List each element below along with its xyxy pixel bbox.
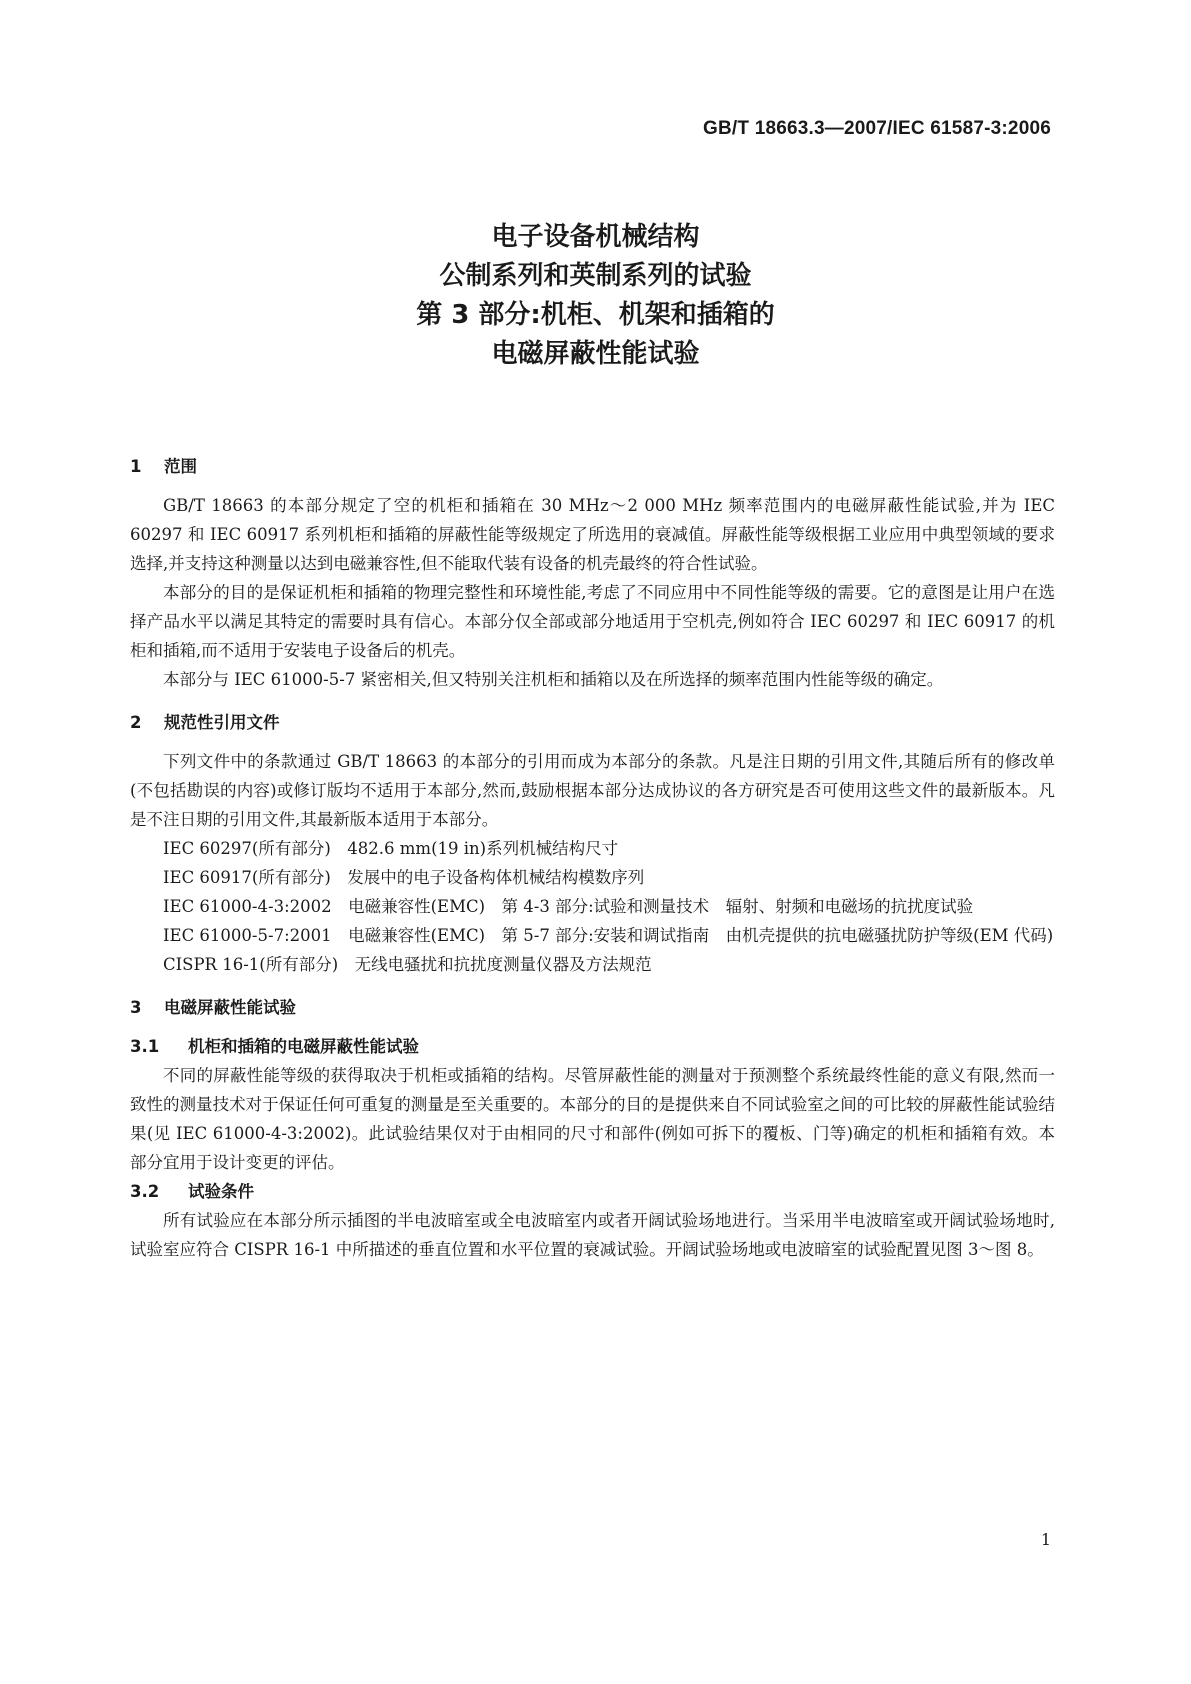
paragraph: 本部分与 IEC 61000-5-7 紧密相关,但又特别关注机柜和插箱以及在所选择的频率范围内性能等级的确定。 bbox=[163, 670, 944, 689]
section-number: 3 bbox=[130, 998, 142, 1017]
paragraph: 不同的屏蔽性能等级的获得取决于机柜或插箱的结构。尽管屏蔽性能的测量对于预测整个系统最终性能的意义有限,然而一致性的测量技术对于保证任何可重复的测量是至关重要的。本部分的目的是提供来自不同试验室之间的可比较的屏蔽性能试验结果(见 IEC 61000-4-3:2002)。此试验结果仅对于由相同的尺寸和部件(例如可拆下的覆板、门等)确定的机柜和插箱有效。本部分宜用于设计变更的评估。 bbox=[130, 1066, 1055, 1172]
section-title: 范围 bbox=[164, 457, 197, 476]
title-line-4: 电磁屏蔽性能试验 bbox=[491, 339, 700, 369]
reference-item: IEC 60297(所有部分) 482.6 mm(19 in)系列机械结构尺寸 bbox=[163, 839, 619, 858]
subsection-number: 3.1 bbox=[130, 1037, 160, 1056]
subsection-title: 试验条件 bbox=[188, 1182, 254, 1201]
document-body bbox=[130, 452, 1055, 1278]
title-line-1: 电子设备机械结构 bbox=[491, 222, 700, 252]
reference-item: IEC 61000-5-7:2001 电磁兼容性(EMC) 第 5-7 部分:安装和调试指南 由机壳提供的抗电磁骚扰防护等级(EM 代码) bbox=[163, 926, 1054, 945]
standard-identifier: GB/T 18663.3—2007/IEC 61587-3:2006 bbox=[703, 118, 1051, 139]
page-number: 1 bbox=[1040, 1530, 1051, 1549]
section-1-scope bbox=[130, 452, 1055, 694]
reference-item: CISPR 16-1(所有部分) 无线电骚扰和抗扰度测量仪器及方法规范 bbox=[163, 955, 652, 974]
subsection-3-1-heading bbox=[130, 1032, 1055, 1061]
title-line-3: 第 3 部分:机柜、机架和插箱的 bbox=[416, 300, 775, 330]
reference-item: IEC 60917(所有部分) 发展中的电子设备构体机械结构模数序列 bbox=[163, 868, 645, 887]
paragraph: 所有试验应在本部分所示插图的半电波暗室或全电波暗室内或者开阔试验场地进行。当采用半电波暗室或开阔试验场地时,试验室应符合 CISPR 16-1 中所描述的垂直位置和水平位置的衰减试验。开阔试验场地或电波暗室的试验配置见图 3～图 8。 bbox=[130, 1211, 1055, 1259]
section-title: 规范性引用文件 bbox=[164, 713, 280, 732]
section-3-heading bbox=[130, 993, 1055, 1022]
paragraph: 下列文件中的条款通过 GB/T 18663 的本部分的引用而成为本部分的条款。凡是注日期的引用文件,其随后所有的修改单(不包括勘误的内容)或修订版均不适用于本部分,然而,鼓励根据本部分达成协议的各方研究是否可使用这些文件的最新版本。凡是不注日期的引用文件,其最新版本适用于本部分。 bbox=[130, 752, 1055, 829]
document-title bbox=[0, 218, 1191, 374]
title-line-2: 公制系列和英制系列的试验 bbox=[439, 261, 752, 291]
section-number: 2 bbox=[130, 713, 142, 732]
section-2-heading bbox=[130, 708, 1055, 737]
subsection-title: 机柜和插箱的电磁屏蔽性能试验 bbox=[188, 1037, 419, 1056]
section-2-normative-references bbox=[130, 708, 1055, 979]
section-3-shielding-test bbox=[130, 993, 1055, 1264]
paragraph: GB/T 18663 的本部分规定了空的机柜和插箱在 30 MHz～2 000 MHz 频率范围内的电磁屏蔽性能试验,并为 IEC 60297 和 IEC 60917 系列机柜和插箱的屏蔽性能等级规定了所选用的衰减值。屏蔽性能等级根据工业应用中典型领域的要求选择,并支持这种测量以达到电磁兼容性,但不能取代装有设备的机壳最终的符合性试验。 bbox=[130, 496, 1055, 573]
paragraph: 本部分的目的是保证机柜和插箱的物理完整性和环境性能,考虑了不同应用中不同性能等级的需要。它的意图是让用户在选择产品水平以满足其特定的需要时具有信心。本部分仅全部或部分地适用于空机壳,例如符合 IEC 60297 和 IEC 60917 的机柜和插箱,而不适用于安装电子设备后的机壳。 bbox=[130, 583, 1055, 660]
subsection-3-2-heading bbox=[130, 1177, 1055, 1206]
section-1-heading bbox=[130, 452, 1055, 481]
reference-item: IEC 61000-4-3:2002 电磁兼容性(EMC) 第 4-3 部分:试验和测量技术 辐射、射频和电磁场的抗扰度试验 bbox=[163, 897, 974, 916]
section-number: 1 bbox=[130, 457, 142, 476]
subsection-number: 3.2 bbox=[130, 1182, 160, 1201]
section-title: 电磁屏蔽性能试验 bbox=[164, 998, 296, 1017]
